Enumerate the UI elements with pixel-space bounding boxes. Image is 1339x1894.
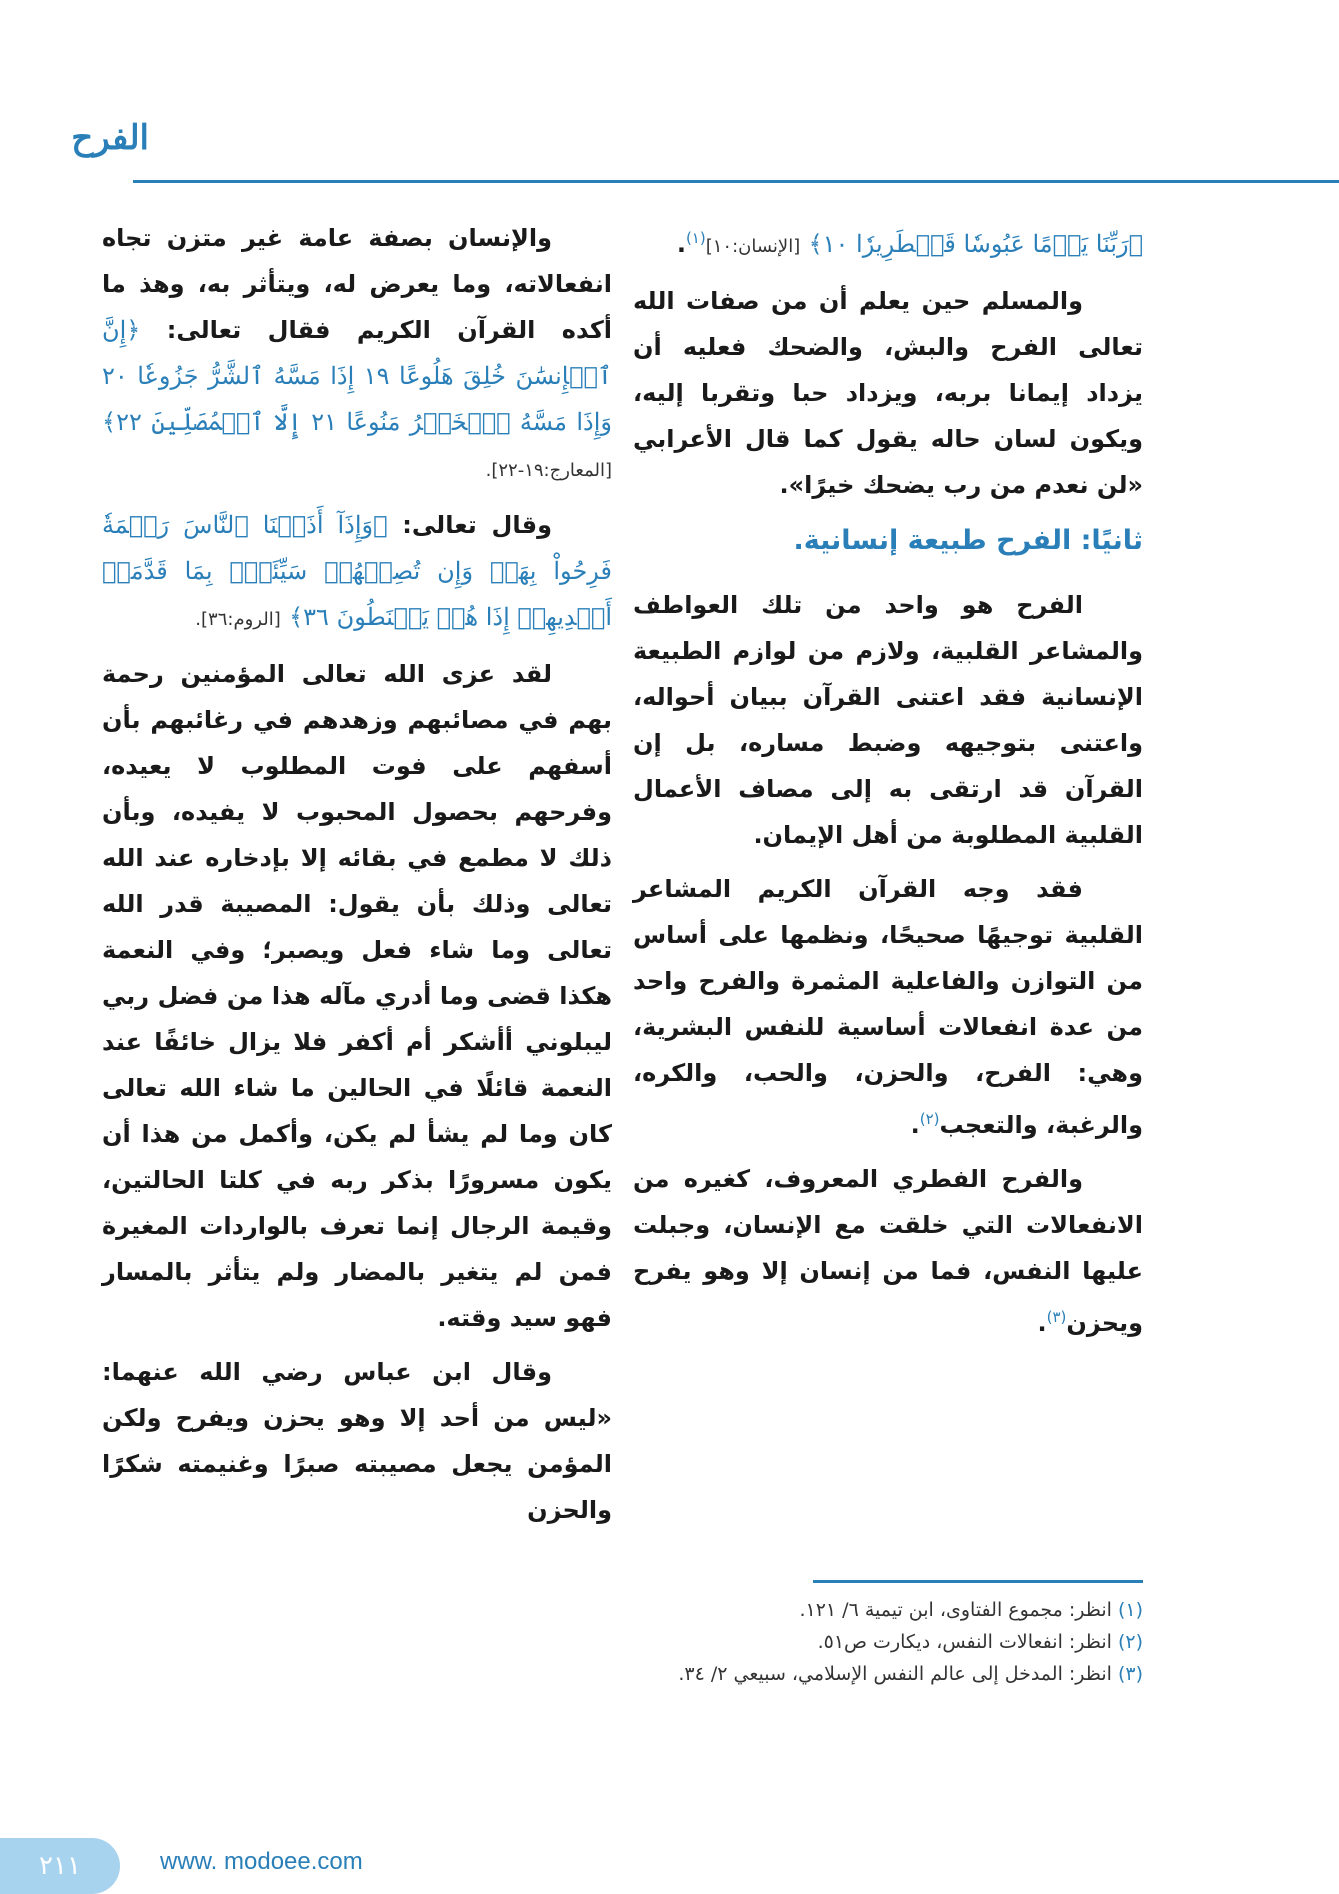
paragraph: وقال ابن عباس رضي الله عنهما: «ليس من أحد إلا وهو يحزن ويفرح ولكن المؤمن يجعل مصيبته صبرًا وغنيمته شكرًا والحزن [102,1358,612,1524]
footnote-text: انظر: المدخل إلى عالم النفس الإسلامي، سبيعي ٢/ ٣٤. [678,1663,1112,1685]
paragraph: لقد عزى الله تعالى المؤمنين رحمة بهم في مصائبهم وزهدهم في رغائبهم بأن أسفهم على فوت المطلوب لا يعيده، وفرحهم بحصول المحبوب لا يفيده، وبأن ذلك لا مطمع في بقائه إلا بإدخاره عند الله تعالى وذلك بأن يقول: المصيبة قدر الله تعالى وما شاء فعل ويصبر؛ وفي النعمة هكذا قضى وما أدري مآله هذا من فضل ربي ليبلوني أأشكر أم أكفر فلا يزال خائفًا عند النعمة قائلًا في الحالين ما شاء الله تعالى كان وما لم يشأ لم يكن، وأكمل من هذا أن يكون مسرورًا بذكر ربه في كلتا الحالتين، وقيمة الرجال إنما تعرف بالواردات المغيرة فمن لم يتغير بالمضار ولم يتأثر بالمسار فهو سيد وقته. [102,660,612,1332]
footnote-text: انظر: انفعالات النفس، ديكارت ص٥١. [817,1631,1112,1653]
footnote-ref[interactable]: (٢) [919,1110,940,1128]
footnote-number: (١) [1117,1599,1143,1621]
footnote-divider [813,1580,1143,1583]
left-column [102,215,612,1541]
quran-verse: ﴿رَبِّنَا يَوۡمًا عَبُوسٗا قَمۡطَرِيرٗا ١٠﴾ [808,230,1143,258]
verse-reference: [الإنسان:١٠] [705,236,801,257]
paragraph-text: فقد وجه القرآن الكريم المشاعر القلبية توجيهًا صحيحًا، ونظمها على أساس من التوازن والفاعلية المثمرة والفرح واحد من عدة انفعالات أساسية للنفس البشرية، وهي: الفرح، والحزن، والحب، والكره، والرغبة، والتعجب [633,875,1143,1139]
footnotes [633,1594,1143,1690]
paragraph [102,502,612,643]
verse-tail-line: ﴿رَبِّنَا يَوۡمًا عَبُوسٗا قَمۡطَرِيرٗا ١٠﴾ [الإنسان:١٠]$^{(١)}$. [676,229,1143,258]
quran-verse: ﴿وَإِذَآ أَذَقۡنَا ٱلنَّاسَ رَحۡمَةٗ فَرِحُواْ بِهَاۖ وَإِن تُصِبۡهُمۡ سَيِّئَةُۢ بِمَا قَدَّمَتۡ أَيۡدِيهِمۡ إِذَا هُمۡ يَقۡنَطُونَ ٣٦﴾ [102,511,612,631]
verse-reference: [الروم:٣٦]. [195,609,281,630]
paragraph [102,215,612,494]
footnote-item [633,1658,1143,1690]
website-link[interactable]: www. modoee.com [160,1848,363,1875]
paragraph-text: وقال تعالى: [402,511,552,539]
paragraph-text: والفرح الفطري المعروف، كغيره من الانفعالات التي خلقت مع الإنسان، وجبلت عليها النفس، فما من إنسان إلا وهو يفرح ويحزن [633,1165,1143,1337]
header-divider [133,180,1339,183]
footnote-ref[interactable]: (١) [685,229,706,247]
paragraph: والمسلم حين يعلم أن من صفات الله تعالى الفرح والبش، والضحك فعليه أن يزداد إيمانا بربه، ويزداد حبا وتقربا إليه، ويكون لسان حاله يقول كما قال الأعرابي «لن نعدم من رب يضحك خيرًا». [633,287,1143,499]
footnote-item [633,1594,1143,1626]
footnote-item [633,1626,1143,1658]
paragraph: الفرح هو واحد من تلك العواطف والمشاعر القلبية، ولازم من لوازم الطبيعة الإنسانية فقد اعتنى القرآن ببيان أحواله، واعتنى بتوجيهه وضبط مساره، بل إن القرآن قد ارتقى به إلى مصاف الأعمال القلبية المطلوبة من أهل الإيمان. [633,591,1143,849]
footnote-number: (٢) [1117,1631,1143,1653]
footnote-number: (٣) [1117,1663,1143,1685]
right-column [633,215,1143,1354]
page-title: الفرح [71,118,149,158]
footnote-text: انظر: مجموع الفتاوى، ابن تيمية ٦/ ١٢١. [799,1599,1112,1621]
footnote-ref[interactable]: (٣) [1046,1308,1067,1326]
paragraph: والفرح الفطري المعروف، كغيره من الانفعالات التي خلقت مع الإنسان، وجبلت عليها النفس، فما من إنسان إلا وهو يفرح ويحزن$^{(٣)}$. [633,1165,1143,1337]
quran-verse: ﴿إِنَّ ٱلۡإِنسَٰنَ خُلِقَ هَلُوعًا ١٩ إِذَا مَسَّهُ ٱلشَّرُّ جَزُوعٗا ٢٠ وَإِذَا مَسَّهُ ٱلۡخَيۡرُ مَنُوعًا ٢١ إِلَّا ٱلۡمُصَلِّينَ ٢٢﴾ [102,316,612,436]
paragraph-text: والإنسان بصفة عامة غير متزن تجاه انفعالاته، وما يعرض له، ويتأثر به، وهذ ما أكده القرآن الكريم فقال تعالى: [102,224,612,344]
section-heading: ثانيًا: الفرح طبيعة إنسانية. [793,525,1143,556]
verse-reference: [المعارج:١٩-٢٢]. [485,460,612,481]
page-number-badge: ٢١١ [0,1838,120,1894]
paragraph: فقد وجه القرآن الكريم المشاعر القلبية توجيهًا صحيحًا، ونظمها على أساس من التوازن والفاعلية المثمرة والفرح واحد من عدة انفعالات أساسية للنفس البشرية، وهي: الفرح، والحزن، والحب، والكره، والرغبة، والتعجب$^{(٢)}$. [633,875,1143,1139]
